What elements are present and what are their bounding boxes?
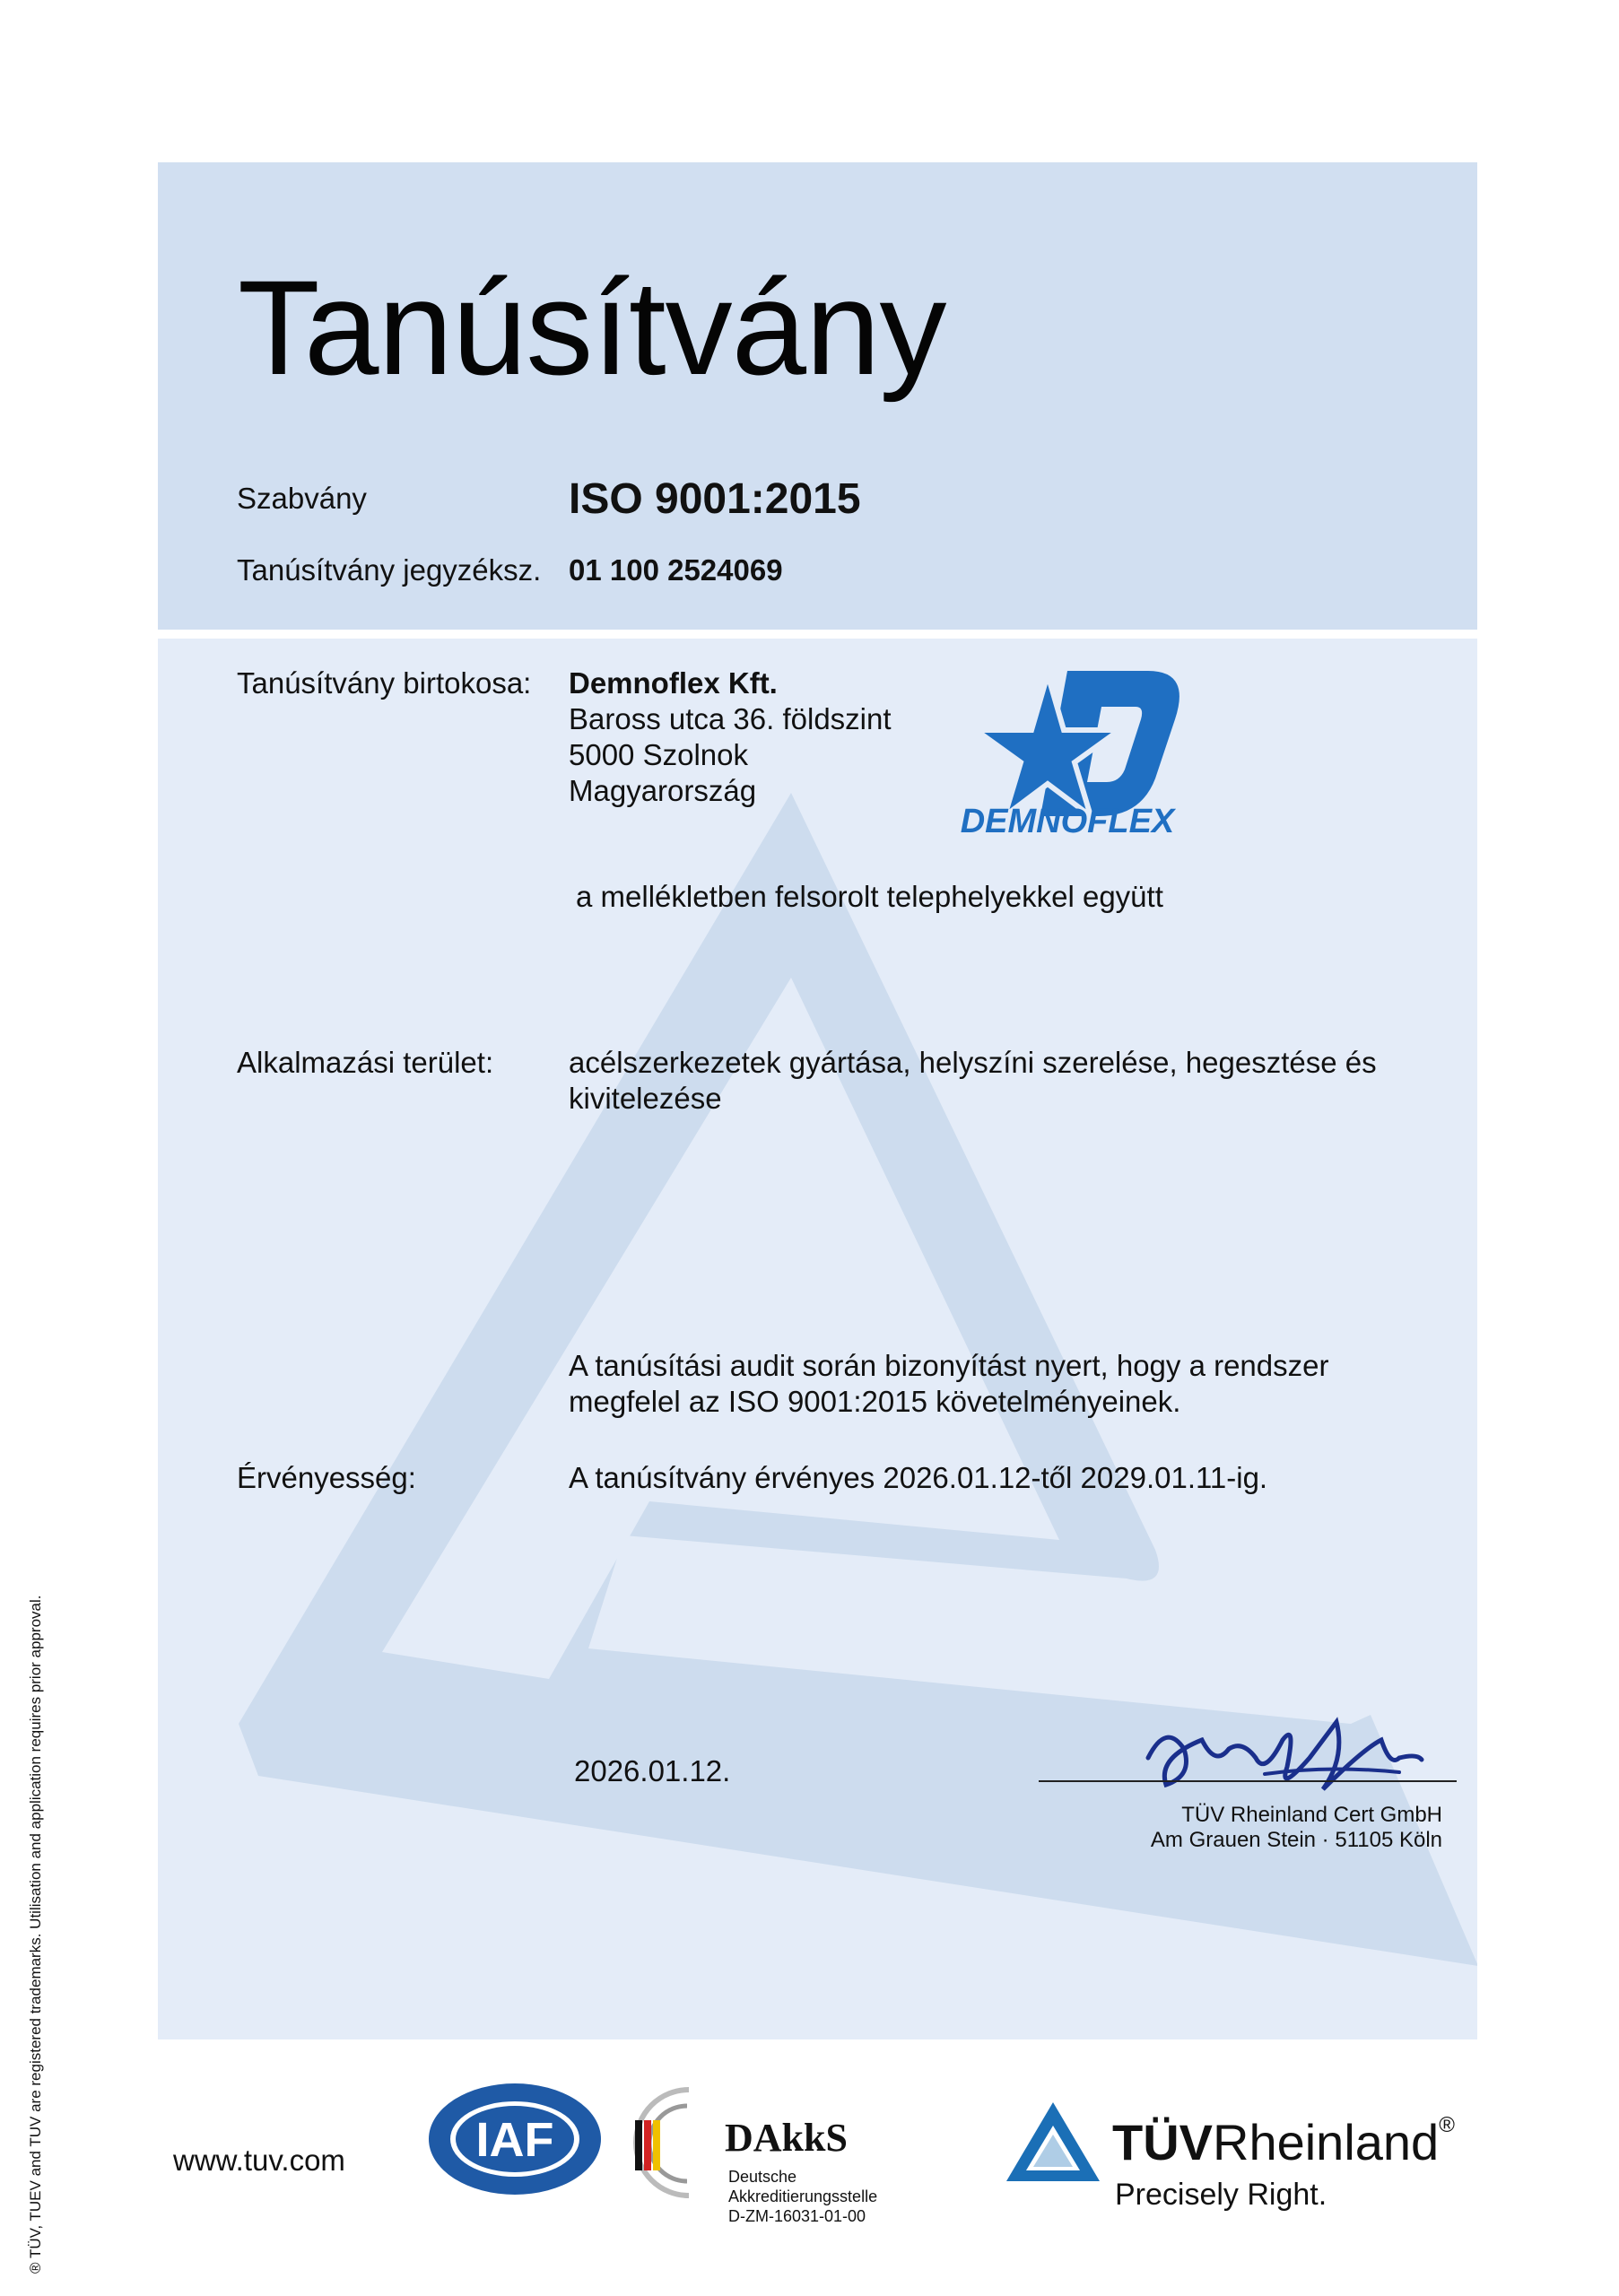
holder-address-line: Baross utca 36. földszint bbox=[569, 702, 892, 735]
tuv-brand-bold: TÜV bbox=[1112, 2114, 1213, 2170]
registered-mark: ® bbox=[1439, 2113, 1455, 2137]
signature-icon bbox=[1130, 1704, 1426, 1803]
audit-statement bbox=[569, 1348, 1328, 1420]
holder-name: Demnoflex Kft. bbox=[569, 666, 778, 700]
demnoflex-logo bbox=[933, 664, 1202, 834]
issue-date: 2026.01.12. bbox=[574, 1754, 731, 1787]
registration-value: 01 100 2524069 bbox=[569, 553, 783, 587]
audit-statement-line: A tanúsítási audit során bizonyítást nyert, hogy a rendszer bbox=[569, 1349, 1329, 1382]
dakks-accreditation-number: D-ZM-16031-01-00 bbox=[728, 2207, 866, 2225]
dakks-line: Deutsche bbox=[728, 2168, 797, 2186]
tuv-triangle-logo-icon bbox=[1003, 2099, 1103, 2188]
holder-label: Tanúsítvány birtokosa: bbox=[237, 666, 532, 700]
scope-line: acélszerkezetek gyártása, helyszíni szerelése, hegesztése és bbox=[569, 1046, 1377, 1079]
issuer-address: Am Grauen Stein · 51105 Köln bbox=[1150, 1828, 1442, 1852]
audit-statement-line: megfelel az ISO 9001:2015 követelményeinek. bbox=[569, 1385, 1181, 1418]
iaf-logo bbox=[427, 2081, 603, 2197]
signature-line bbox=[1039, 1780, 1457, 1782]
dakks-name: DAkkS bbox=[725, 2116, 848, 2160]
iaf-logo-text: IAF bbox=[475, 2113, 554, 2167]
scope-label: Alkalmazási terület: bbox=[237, 1046, 494, 1079]
demnoflex-logo-text: DEMNOFLEX bbox=[960, 803, 1175, 834]
tuv-brand-regular: Rheinland bbox=[1213, 2114, 1440, 2170]
registration-label: Tanúsítvány jegyzéksz. bbox=[237, 553, 542, 587]
validity-label: Érvényesség: bbox=[237, 1461, 416, 1494]
issuer-name: TÜV Rheinland Cert GmbH bbox=[1181, 1803, 1442, 1827]
validity-value: A tanúsítvány érvényes 2026.01.12-től 2029.01.11-ig. bbox=[569, 1461, 1268, 1494]
tuv-rheinland-wordmark bbox=[1112, 2113, 1455, 2171]
footer-url[interactable]: www.tuv.com bbox=[173, 2144, 345, 2177]
scope-block bbox=[569, 1045, 1377, 1117]
sites-note: a mellékletben felsorolt telephelyekkel együtt bbox=[576, 880, 1163, 913]
standard-label: Szabvány bbox=[237, 482, 367, 515]
standard-value: ISO 9001:2015 bbox=[569, 475, 861, 523]
holder-block bbox=[569, 665, 892, 809]
scope-line: kivitelezése bbox=[569, 1082, 722, 1115]
certificate-title: Tanúsítvány bbox=[238, 252, 946, 403]
holder-address-line: 5000 Szolnok bbox=[569, 738, 748, 771]
tuv-slogan: Precisely Right. bbox=[1115, 2178, 1327, 2212]
trademark-note: ® TÜV, TUEV and TUV are registered trademarks. Utilisation and application requires prior approval. bbox=[27, 1595, 44, 2274]
holder-address-line: Magyarország bbox=[569, 774, 757, 807]
dakks-emblem-icon bbox=[617, 2081, 725, 2206]
dakks-line: Akkreditierungsstelle bbox=[728, 2187, 878, 2205]
